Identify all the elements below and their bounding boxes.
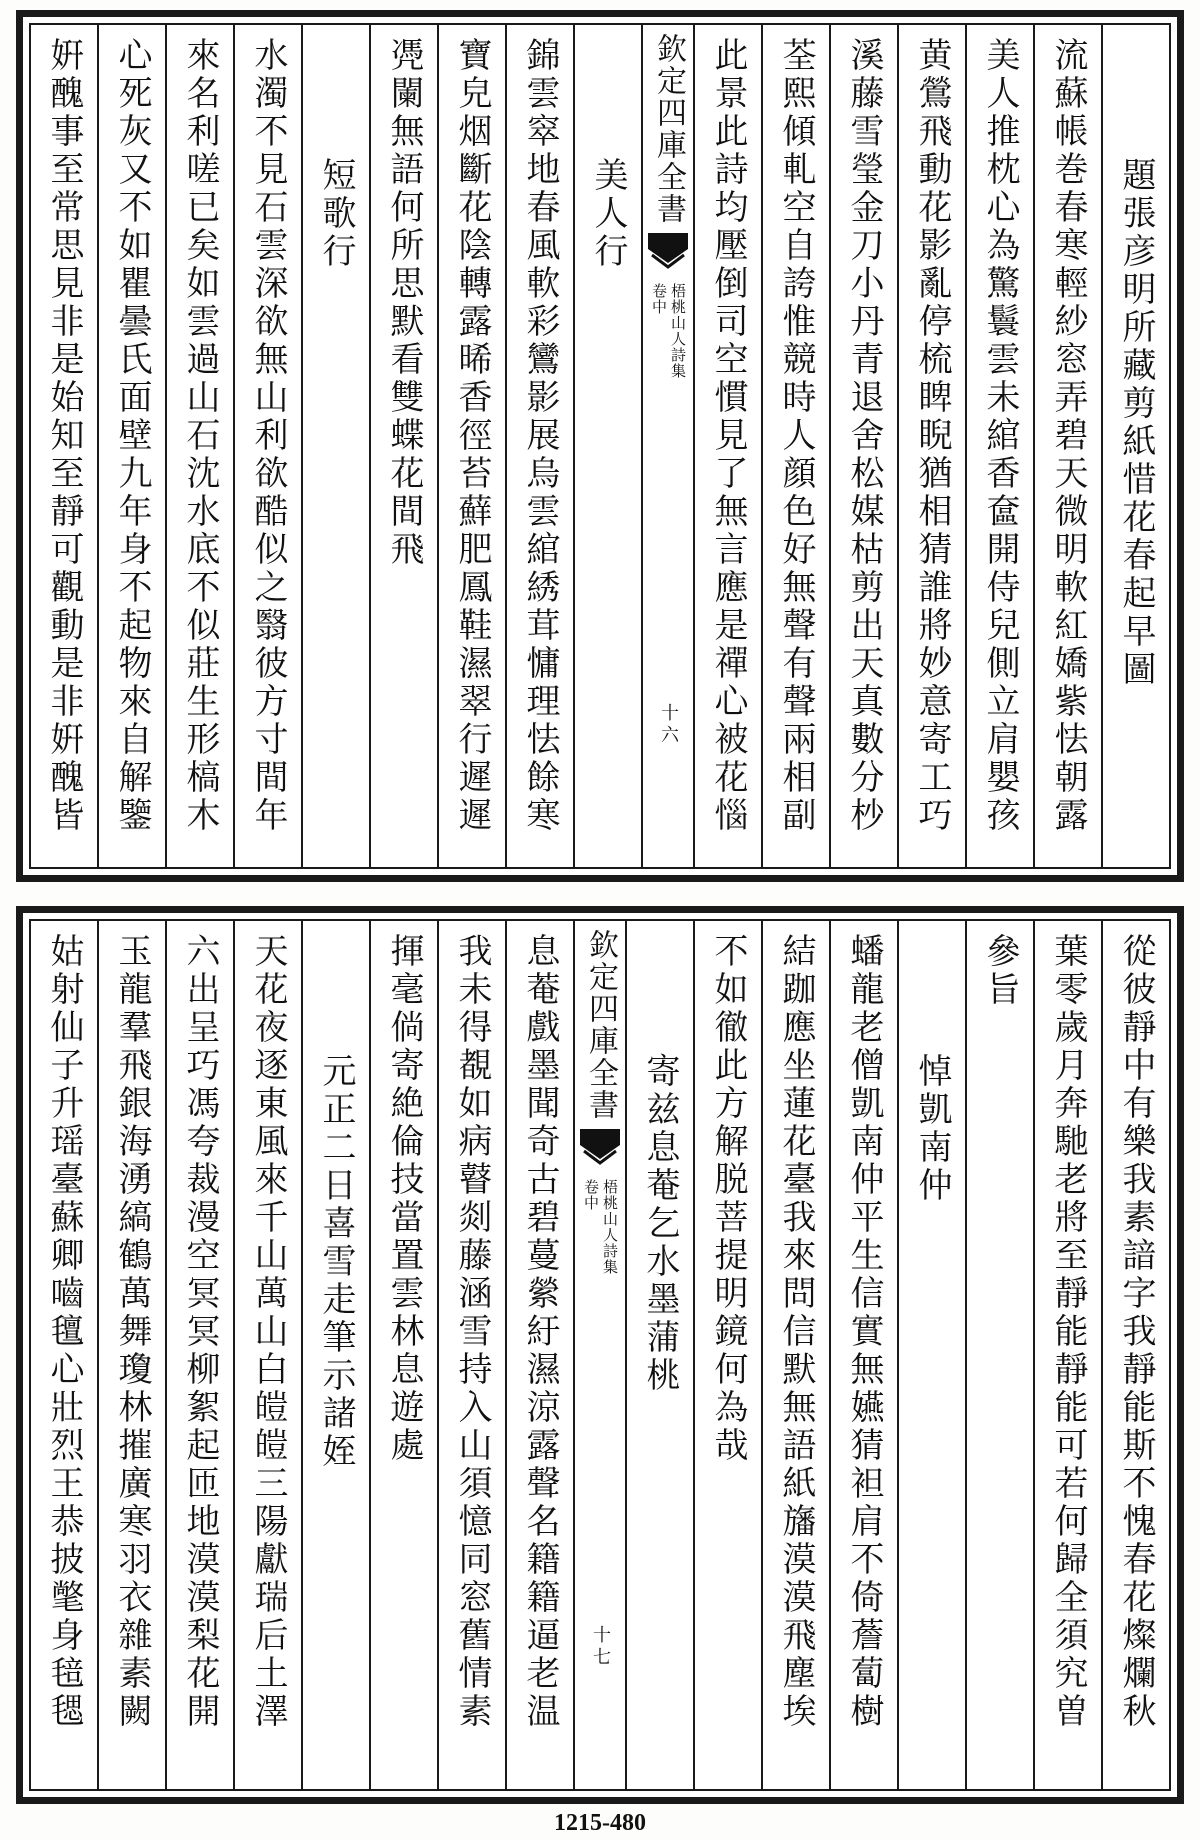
text-column [369,25,437,867]
verse-line: 姑射仙子升瑶臺蘇卿嚙氊心壯烈王恭披氅身毰毸 [44,933,84,1731]
fish-tail-mark-icon [648,233,688,277]
verse-line: 不如徹此方解脱菩提明鏡何為哉 [708,933,748,1465]
text-column [693,921,761,1789]
poem-title: 短歌行 [316,157,356,271]
verse-line: 揮毫倘寄絶倫技當置雲林息遊處 [384,933,424,1465]
text-column [437,25,505,867]
verse-line: 參旨 [980,933,1020,1009]
text-column [573,25,641,867]
text-column [1033,25,1101,867]
page-number: 1215-480 [554,1810,646,1836]
verse-line: 玉龍羣飛銀海湧縞鶴萬舞瓊林摧廣寒羽衣雜素闕 [112,933,152,1731]
verse-line: 心死灰又不如瞿曇氏面壁九年身不起物來自解鑒 [112,37,152,835]
verse-line: 息菴戲墨聞奇古碧蔓縈紆濕涼露聲名籍籍逼老温 [520,933,560,1731]
center-fold [573,921,625,1789]
verse-line: 寶皃烟斷花陰轉露晞香徑苔蘚肥鳳鞋濕翠行遲遲 [452,37,492,835]
text-column [1101,921,1169,1789]
verse-line: 黄鶯飛動花影亂停梳睥睨猶相猜誰將妙意寄工巧 [912,37,952,835]
poem-title: 悼凱南仲 [912,1053,952,1205]
text-column [233,921,301,1789]
verse-line: 從彼靜中有樂我素諳字我靜能斯不愧春花燦爛秋 [1116,933,1156,1731]
text-column [301,921,369,1789]
text-column [437,921,505,1789]
verse-line: 美人推枕心為驚鬟雲未綰香奩開侍兒側立肩嬰孩 [980,37,1020,835]
bottom-page [16,906,1184,1804]
verse-line: 荃熙傾軋空自誇惟競時人顔色好無聲有聲兩相副 [776,37,816,835]
text-column [165,25,233,867]
poem-title: 寄兹息菴乞水墨蒲桃 [640,1053,680,1395]
verse-line: 我未得覩如病瞽剡藤涵雪持入山須憶同窓舊情素 [452,933,492,1731]
text-column [829,921,897,1789]
juan-label: 卷中 [582,1179,600,1211]
text-column [1101,25,1169,867]
poem-title: 元正二日喜雪走筆示諸姪 [316,1053,356,1471]
text-column [761,25,829,867]
text-column [505,25,573,867]
book-header: 欽定四庫全書 [583,929,618,1121]
juan-label: 卷中 [650,283,668,315]
source-info [651,283,685,379]
book-header: 欽定四庫全書 [651,33,686,225]
text-column [369,921,437,1789]
text-column [31,921,97,1789]
verse-line: 來名利嗟已矣如雲過山石沈水底不似莊生形槁木 [180,37,220,835]
text-column [301,25,369,867]
verse-line: 流蘇帳巻春寒輕紗窓弄碧天微明軟紅嬌紫怯朝露 [1048,37,1088,835]
poem-title: 美人行 [588,157,628,271]
text-column [97,921,165,1789]
text-column [897,921,965,1789]
source-title: 梧桃山人詩集 [669,283,687,379]
verse-line: 葉零歲月奔馳老將至靜能靜能可若何歸全須究曽 [1048,933,1088,1731]
verse-line: 蟠龍老僧凱南仲平生信實無嬿猜袒肩不倚薝蔔樹 [844,933,884,1731]
verse-line: 水濁不見石雲深欲無山利欲酷似之翳彼方寸間年 [248,37,288,835]
text-column [761,921,829,1789]
top-page-columns [29,23,1171,869]
verse-line: 六出呈巧馮夸裁漫空冥冥柳絮起匝地漠漠梨花開 [180,933,220,1731]
bottom-page-columns [29,919,1171,1791]
text-column [965,25,1033,867]
text-column [31,25,97,867]
text-column [97,25,165,867]
verse-line: 凴闌無語何所思默看雙蝶花間飛 [384,37,424,569]
text-column [165,921,233,1789]
folio-number: 十七 [590,1625,611,1669]
text-column [625,921,693,1789]
source-title: 梧桃山人詩集 [601,1179,619,1275]
verse-line: 此景此詩均壓倒司空慣見了無言應是禪心被花惱 [708,37,748,835]
text-column [965,921,1033,1789]
text-column [693,25,761,867]
verse-line: 錦雲窣地春風軟彩鸞影展烏雲綰綉茸慵理怯餘寒 [520,37,560,835]
text-column [505,921,573,1789]
text-column [829,25,897,867]
text-column [233,25,301,867]
top-page [16,10,1184,882]
poem-title: 題張彦明所藏剪紙惜花春起早圖 [1116,157,1156,689]
text-column [1033,921,1101,1789]
verse-line: 姸醜事至常思見非是始知至靜可觀動是非姸醜皆 [44,37,84,835]
verse-line: 結跏應坐蓮花臺我來問信默無語紙旛漠漠飛塵埃 [776,933,816,1731]
verse-line: 天花夜逐東風來千山萬山白皚皚三陽獻瑞后土澤 [248,933,288,1731]
text-column [897,25,965,867]
folio-number: 十六 [658,703,679,747]
source-info [583,1179,617,1275]
fish-tail-mark-icon [580,1129,620,1173]
verse-line: 溪藤雪瑩金刀小丹青退舍松媒枯剪出天真數分杪 [844,37,884,835]
center-fold [641,25,693,867]
